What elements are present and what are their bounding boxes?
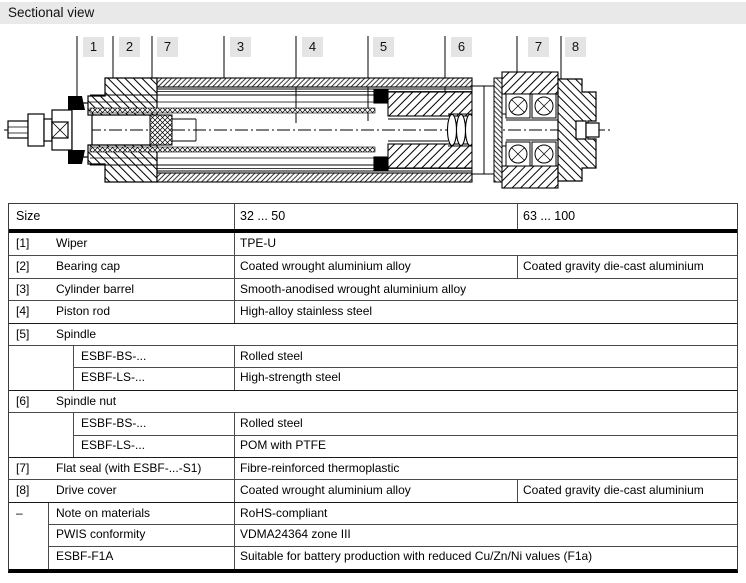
table-row-spindle-esbf-ls — [9, 367, 737, 389]
table-divider — [234, 524, 235, 546]
row-name: Flat seal (with ESBF-...-S1) — [56, 460, 202, 475]
callout-4: 4 — [302, 37, 323, 57]
row-value: Rolled steel — [240, 416, 303, 431]
table-divider — [234, 233, 235, 255]
row-name: PWIS conformity — [56, 527, 146, 542]
table-divider — [234, 458, 235, 479]
row-value-32-50: Coated wrought aluminium alloy — [240, 483, 411, 498]
row-value: RoHS-compliant — [240, 505, 328, 520]
row-name: Bearing cap — [56, 259, 121, 274]
row-name: Piston rod — [56, 304, 111, 319]
table-divider — [234, 204, 235, 229]
table-row-spindle — [9, 323, 737, 345]
table-row-flat-seal — [9, 457, 737, 479]
row-name: Note on materials — [56, 505, 151, 520]
row-value: Rolled steel — [240, 348, 303, 363]
section-title: Sectional view — [8, 5, 95, 20]
row-subname: ESBF-LS-... — [81, 437, 146, 452]
callout-7-right: 7 — [528, 37, 549, 57]
callout-8: 8 — [565, 37, 586, 57]
row-index: – — [16, 505, 23, 520]
table-divider — [234, 367, 235, 389]
callout-6: 6 — [451, 37, 472, 57]
table-divider — [517, 256, 518, 277]
table-divider — [73, 413, 74, 434]
table-row-wiper — [9, 233, 737, 255]
table-divider — [234, 435, 235, 457]
callout-2: 2 — [119, 37, 140, 57]
table-divider — [48, 524, 49, 546]
row-name: Cylinder barrel — [56, 281, 135, 296]
table-row-esbf-f1a — [9, 546, 737, 568]
table-row-piston-rod — [9, 300, 737, 322]
row-value: High-strength steel — [240, 370, 341, 385]
row-name: ESBF-F1A — [56, 549, 114, 564]
flat-seal — [472, 78, 502, 182]
row-subname: ESBF-BS-... — [81, 416, 147, 431]
row-value-63-100: Coated gravity die-cast aluminium — [523, 483, 704, 498]
table-row-cylinder-barrel — [9, 278, 737, 300]
row-value-63-100: Coated gravity die-cast aluminium — [523, 259, 704, 274]
table-row-spindle-esbf-bs — [9, 345, 737, 367]
row-value: TPE-U — [240, 236, 276, 250]
table-row-bearing-cap — [9, 255, 737, 277]
table-divider — [48, 546, 49, 568]
table-divider — [73, 435, 74, 457]
row-subname: ESBF-LS-... — [81, 370, 146, 385]
row-index: [4] — [16, 304, 30, 319]
callout-3: 3 — [230, 37, 251, 57]
table-divider — [73, 346, 74, 367]
drive-cover — [558, 79, 599, 181]
row-value-32-50: Coated wrought aluminium alloy — [240, 259, 411, 274]
callout-1: 1 — [83, 37, 104, 57]
table-divider — [73, 435, 737, 436]
table-divider — [517, 204, 518, 229]
row-index: [1] — [16, 236, 30, 250]
header-size: Size — [16, 209, 41, 223]
row-value: POM with PTFE — [240, 437, 327, 452]
table-row-note-on-materials — [9, 502, 737, 524]
row-index: [2] — [16, 259, 30, 274]
row-subname: ESBF-BS-... — [81, 348, 147, 363]
row-value: VDMA24364 zone III — [240, 527, 351, 542]
table-divider — [234, 503, 235, 524]
materials-table — [8, 203, 738, 573]
table-divider — [48, 524, 737, 525]
table-divider — [48, 503, 49, 524]
row-index: [7] — [16, 460, 30, 475]
row-value: Smooth-anodised wrought aluminium alloy — [240, 281, 467, 296]
table-divider — [517, 480, 518, 501]
row-name: Drive cover — [56, 483, 117, 498]
table-row-nut-esbf-bs — [9, 412, 737, 434]
header-size-63-100: 63 ... 100 — [523, 209, 576, 223]
table-row-pwis-conformity — [9, 524, 737, 546]
callout-7-left: 7 — [157, 37, 178, 57]
table-divider — [234, 279, 235, 300]
row-value: Suitable for battery production with reduced Cu/Zn/Ni values (F1a) — [240, 549, 593, 564]
table-divider — [73, 367, 737, 368]
table-divider — [234, 546, 235, 568]
figure-sectional-view — [0, 24, 746, 203]
row-index: [5] — [16, 326, 30, 341]
row-value: High-alloy stainless steel — [240, 304, 373, 319]
table-divider — [234, 480, 235, 501]
row-name: Wiper — [56, 236, 88, 250]
table-row-spindle-nut — [9, 390, 737, 412]
row-index: [6] — [16, 393, 30, 408]
table-row-nut-esbf-ls — [9, 435, 737, 457]
section-header-bar — [0, 2, 746, 24]
row-index: [3] — [16, 281, 30, 296]
header-size-32-50: 32 ... 50 — [240, 209, 286, 223]
table-divider — [234, 346, 235, 367]
table-row-drive-cover — [9, 479, 737, 501]
table-divider — [234, 256, 235, 277]
row-index: [8] — [16, 483, 30, 498]
table-divider — [234, 413, 235, 434]
table-divider — [234, 301, 235, 322]
rod-end-hardware — [8, 103, 92, 157]
row-name: Spindle nut — [56, 393, 117, 408]
row-name: Spindle — [56, 326, 97, 341]
callout-5: 5 — [373, 37, 394, 57]
table-divider — [73, 367, 74, 389]
row-value: Fibre-reinforced thermoplastic — [240, 460, 400, 475]
table-header-row — [9, 204, 737, 233]
